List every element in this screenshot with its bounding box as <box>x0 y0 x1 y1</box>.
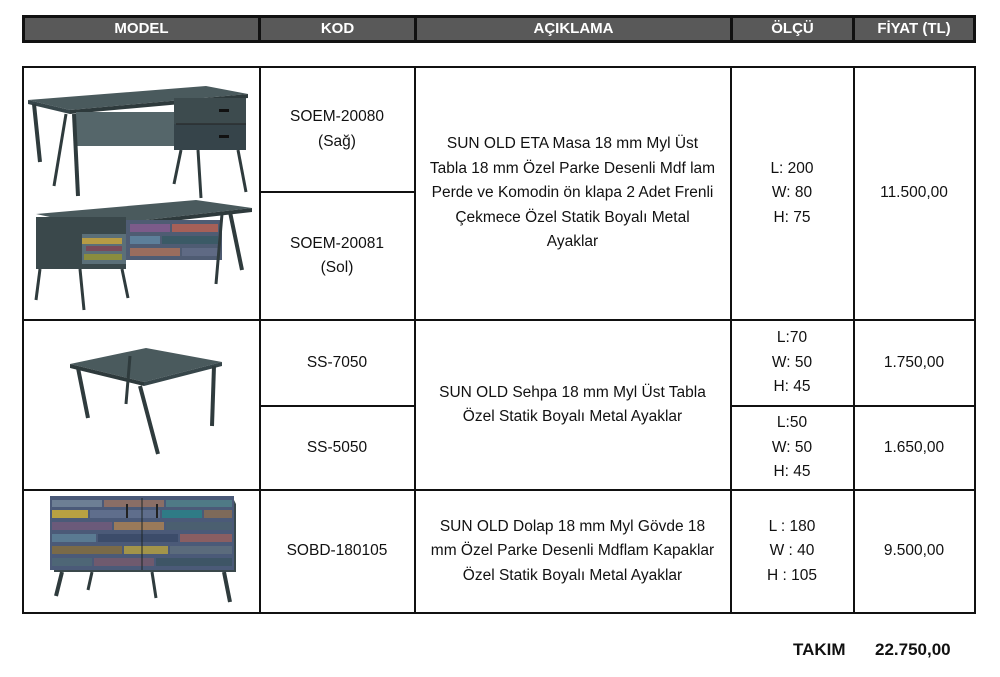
code-side: (Sol) <box>320 259 354 276</box>
price-text: 1.650,00 <box>883 438 945 456</box>
dimensions-cell <box>731 491 853 612</box>
coffee-table-image <box>66 344 226 456</box>
header-olcu: ÖLÇÜ <box>733 18 852 40</box>
code-cell <box>260 321 414 405</box>
total-label: TAKIM <box>793 640 846 659</box>
code-text: SS-5050 <box>306 438 368 456</box>
code-text: SOEM-20080 <box>290 108 384 125</box>
header-kod: KOD <box>261 18 414 40</box>
code-cell <box>260 193 414 319</box>
code-side: (Sağ) <box>318 132 356 150</box>
dimension-line: W: 80 <box>771 184 813 202</box>
dimensions-cell <box>731 68 853 319</box>
description-line: mm Özel Parke Desenli Mdflam Kapaklar <box>430 542 715 560</box>
header-model: MODEL <box>25 18 258 40</box>
dimension-line: H: 45 <box>773 463 811 481</box>
price-cell <box>854 407 974 489</box>
dimensions-cell <box>731 407 853 489</box>
total-value: 22.750,00 <box>875 640 951 659</box>
dimension-line: W: 50 <box>771 438 813 456</box>
description-cell <box>415 321 730 489</box>
dimensions-cell <box>731 321 853 405</box>
header-fiyat: FİYAT (TL) <box>855 18 973 40</box>
dimension-line: W: 50 <box>771 353 813 371</box>
price-cell <box>854 68 974 319</box>
price-text: 9.500,00 <box>883 542 945 560</box>
table-header <box>22 15 976 43</box>
dimension-line: L : 180 <box>768 517 816 535</box>
table-border-right <box>974 66 976 614</box>
description-line: Çekmece Özel Statik Boyalı Metal <box>455 208 690 226</box>
description-line: SUN OLD Dolap 18 mm Myl Gövde 18 <box>439 517 706 535</box>
dimension-line: L:70 <box>776 329 808 347</box>
dimension-line: H: 45 <box>773 378 811 396</box>
code-text: SOEM-20081 <box>290 234 384 252</box>
description-line: Özel Statik Boyalı Metal Ayaklar <box>462 408 683 425</box>
code-cell <box>260 407 414 489</box>
price-text: 11.500,00 <box>880 184 948 202</box>
code-text: SS-7050 <box>306 353 368 371</box>
description-line: Ayaklar <box>546 233 599 251</box>
description-line: Perde ve Komodin ön klapa 2 Adet Frenli <box>431 184 714 202</box>
description-line: Özel Statik Boyalı Metal Ayaklar <box>462 566 683 584</box>
table-border-bottom <box>22 612 976 614</box>
dimension-line: W : 40 <box>769 542 815 560</box>
description-line: SUN OLD Sehpa 18 mm Myl Üst Tabla <box>439 383 706 401</box>
description-cell <box>415 491 730 612</box>
price-cell <box>854 491 974 612</box>
dimension-line: H : 105 <box>767 566 817 584</box>
dimension-line: L:50 <box>776 414 808 432</box>
code-cell <box>260 68 414 191</box>
price-cell <box>854 321 974 405</box>
price-table <box>22 66 976 614</box>
table-border-left <box>22 66 24 614</box>
price-text: 1.750,00 <box>883 353 945 371</box>
cabinet-image <box>48 494 238 606</box>
code-text: SOBD-180105 <box>286 542 388 560</box>
desk-image <box>26 74 256 314</box>
description-line: SUN OLD ETA Masa 18 mm Myl Üst <box>446 135 699 153</box>
description-line: Tabla 18 mm Özel Parke Desenli Mdf lam <box>429 159 716 177</box>
description-cell <box>415 68 730 319</box>
dimension-line: L: 200 <box>770 159 814 177</box>
code-cell <box>260 491 414 612</box>
header-aciklama: AÇIKLAMA <box>417 18 730 40</box>
dimension-line: H: 75 <box>773 208 811 226</box>
